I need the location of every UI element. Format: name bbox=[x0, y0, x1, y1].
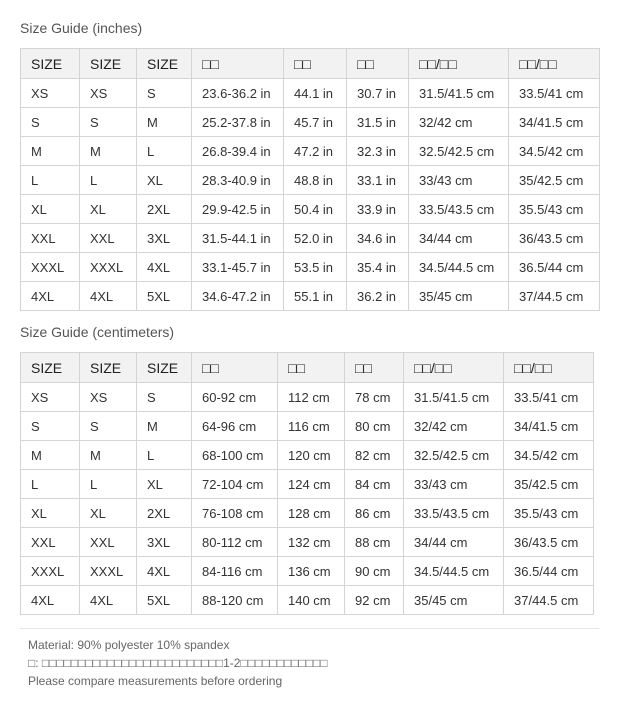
table-cell: 120 cm bbox=[278, 441, 345, 470]
table-cell: 33.5/41 cm bbox=[504, 383, 594, 412]
table-cell: 3XL bbox=[137, 528, 192, 557]
table-cell: 33.5/41 cm bbox=[509, 79, 600, 108]
table-body-centimeters bbox=[21, 383, 594, 615]
table-cell: 33.5/43.5 cm bbox=[404, 499, 504, 528]
table-cell: 31.5/41.5 cm bbox=[409, 79, 509, 108]
table-cell: 4XL bbox=[21, 586, 80, 615]
table-cell: 37/44.5 cm bbox=[504, 586, 594, 615]
table-cell: M bbox=[80, 137, 137, 166]
table-cell: M bbox=[137, 108, 192, 137]
table-cell: 3XL bbox=[137, 224, 192, 253]
table-cell: 32.3 in bbox=[347, 137, 409, 166]
table-row bbox=[21, 557, 594, 586]
table-cell: 25.2-37.8 in bbox=[192, 108, 284, 137]
table-cell: 34.5/44.5 cm bbox=[409, 253, 509, 282]
table-cell: 37/44.5 cm bbox=[509, 282, 600, 311]
table-cell: 4XL bbox=[21, 282, 80, 311]
table-cell: 4XL bbox=[80, 586, 137, 615]
table-cell: 34/44 cm bbox=[409, 224, 509, 253]
table-cell: 34.6-47.2 in bbox=[192, 282, 284, 311]
table-row bbox=[21, 253, 600, 282]
table-row bbox=[21, 441, 594, 470]
table-header-row bbox=[21, 49, 600, 79]
table-row bbox=[21, 528, 594, 557]
table-cell: 136 cm bbox=[278, 557, 345, 586]
table-row bbox=[21, 195, 600, 224]
table-cell: 80-112 cm bbox=[192, 528, 278, 557]
table-row bbox=[21, 224, 600, 253]
table-cell: 50.4 in bbox=[284, 195, 347, 224]
table-cell: 36.5/44 cm bbox=[504, 557, 594, 586]
table-cell: 31.5 in bbox=[347, 108, 409, 137]
table-cell: XS bbox=[21, 383, 80, 412]
table-cell: XL bbox=[80, 499, 137, 528]
table-cell: 78 cm bbox=[345, 383, 404, 412]
table-cell: 132 cm bbox=[278, 528, 345, 557]
size-guide-inches-title: Size Guide (inches) bbox=[20, 20, 143, 36]
table-cell: M bbox=[80, 441, 137, 470]
table-cell: L bbox=[80, 166, 137, 195]
header-cell: □□/□□ bbox=[404, 353, 504, 383]
table-cell: 76-108 cm bbox=[192, 499, 278, 528]
table-cell: XXL bbox=[80, 528, 137, 557]
table-cell: 72-104 cm bbox=[192, 470, 278, 499]
table-cell: XL bbox=[137, 166, 192, 195]
table-row bbox=[21, 412, 594, 441]
table-cell: 35/45 cm bbox=[404, 586, 504, 615]
table-cell: 35.5/43 cm bbox=[509, 195, 600, 224]
table-cell: 2XL bbox=[137, 499, 192, 528]
table-cell: 112 cm bbox=[278, 383, 345, 412]
table-cell: M bbox=[21, 137, 80, 166]
table-cell: 5XL bbox=[137, 282, 192, 311]
table-cell: 32.5/42.5 cm bbox=[404, 441, 504, 470]
header-cell: SIZE bbox=[137, 353, 192, 383]
table-cell: XXL bbox=[80, 224, 137, 253]
header-cell: SIZE bbox=[137, 49, 192, 79]
table-cell: L bbox=[21, 166, 80, 195]
table-cell: XXXL bbox=[21, 253, 80, 282]
table-header-row bbox=[21, 353, 594, 383]
table-cell: 47.2 in bbox=[284, 137, 347, 166]
table-cell: L bbox=[80, 470, 137, 499]
table-cell: 32/42 cm bbox=[409, 108, 509, 137]
table-cell: 34.5/42 cm bbox=[504, 441, 594, 470]
header-cell: □□ bbox=[192, 353, 278, 383]
table-cell: XL bbox=[21, 499, 80, 528]
table-row bbox=[21, 499, 594, 528]
table-cell: 34/41.5 cm bbox=[504, 412, 594, 441]
table-cell: XXL bbox=[21, 224, 80, 253]
table-row bbox=[21, 137, 600, 166]
table-cell: 124 cm bbox=[278, 470, 345, 499]
table-cell: 128 cm bbox=[278, 499, 345, 528]
table-cell: 26.8-39.4 in bbox=[192, 137, 284, 166]
table-cell: 34.6 in bbox=[347, 224, 409, 253]
table-cell: XL bbox=[21, 195, 80, 224]
table-cell: 140 cm bbox=[278, 586, 345, 615]
table-cell: M bbox=[137, 412, 192, 441]
table-cell: 35/45 cm bbox=[409, 282, 509, 311]
table-cell: XXXL bbox=[21, 557, 80, 586]
table-cell: 34/44 cm bbox=[404, 528, 504, 557]
table-cell: 88-120 cm bbox=[192, 586, 278, 615]
table-cell: 44.1 in bbox=[284, 79, 347, 108]
table-row bbox=[21, 79, 600, 108]
table-cell: 5XL bbox=[137, 586, 192, 615]
header-cell: □□ bbox=[347, 49, 409, 79]
table-cell: XL bbox=[80, 195, 137, 224]
table-cell: 36/43.5 cm bbox=[509, 224, 600, 253]
table-cell: XS bbox=[21, 79, 80, 108]
table-row bbox=[21, 166, 600, 195]
table-cell: L bbox=[21, 470, 80, 499]
header-cell: □□ bbox=[284, 49, 347, 79]
table-cell: 31.5/41.5 cm bbox=[404, 383, 504, 412]
table-cell: 34.5/42 cm bbox=[509, 137, 600, 166]
table-cell: 33/43 cm bbox=[409, 166, 509, 195]
table-cell: XXXL bbox=[80, 253, 137, 282]
table-cell: L bbox=[137, 137, 192, 166]
table-cell: 34/41.5 cm bbox=[509, 108, 600, 137]
header-cell: □□ bbox=[345, 353, 404, 383]
divider bbox=[20, 628, 599, 629]
table-cell: 90 cm bbox=[345, 557, 404, 586]
header-cell: SIZE bbox=[21, 353, 80, 383]
header-cell: □□ bbox=[192, 49, 284, 79]
tolerance-note: □: □□□□□□□□□□□□□□□□□□□□□□□□□1-2□□□□□□□□□□□□ bbox=[28, 656, 328, 670]
table-cell: 32.5/42.5 cm bbox=[409, 137, 509, 166]
table-cell: 35.5/43 cm bbox=[504, 499, 594, 528]
table-cell: S bbox=[137, 79, 192, 108]
table-cell: 30.7 in bbox=[347, 79, 409, 108]
header-cell: SIZE bbox=[80, 49, 137, 79]
table-cell: 4XL bbox=[137, 557, 192, 586]
header-cell: □□/□□ bbox=[504, 353, 594, 383]
table-row bbox=[21, 383, 594, 412]
table-cell: S bbox=[80, 108, 137, 137]
table-row bbox=[21, 586, 594, 615]
table-cell: 32/42 cm bbox=[404, 412, 504, 441]
table-cell: XS bbox=[80, 383, 137, 412]
table-body-inches bbox=[21, 79, 600, 311]
table-cell: XS bbox=[80, 79, 137, 108]
table-cell: 86 cm bbox=[345, 499, 404, 528]
table-cell: 116 cm bbox=[278, 412, 345, 441]
table-cell: M bbox=[21, 441, 80, 470]
table-row bbox=[21, 282, 600, 311]
table-cell: 55.1 in bbox=[284, 282, 347, 311]
table-row bbox=[21, 108, 600, 137]
table-cell: XL bbox=[137, 470, 192, 499]
table-cell: 84 cm bbox=[345, 470, 404, 499]
header-cell: □□ bbox=[278, 353, 345, 383]
table-cell: S bbox=[21, 412, 80, 441]
table-cell: 33.1-45.7 in bbox=[192, 253, 284, 282]
table-cell: 88 cm bbox=[345, 528, 404, 557]
table-cell: 92 cm bbox=[345, 586, 404, 615]
header-cell: □□/□□ bbox=[409, 49, 509, 79]
table-cell: 60-92 cm bbox=[192, 383, 278, 412]
table-cell: 53.5 in bbox=[284, 253, 347, 282]
table-cell: 4XL bbox=[80, 282, 137, 311]
table-cell: 36/43.5 cm bbox=[504, 528, 594, 557]
material-note: Material: 90% polyester 10% spandex bbox=[28, 638, 230, 652]
size-guide-centimeters-title: Size Guide (centimeters) bbox=[20, 324, 175, 340]
table-cell: 84-116 cm bbox=[192, 557, 278, 586]
header-cell: SIZE bbox=[80, 353, 137, 383]
table-row bbox=[21, 470, 594, 499]
table-cell: 48.8 in bbox=[284, 166, 347, 195]
table-cell: 52.0 in bbox=[284, 224, 347, 253]
table-cell: 64-96 cm bbox=[192, 412, 278, 441]
compare-note: Please compare measurements before ordering bbox=[28, 674, 283, 688]
table-cell: 34.5/44.5 cm bbox=[404, 557, 504, 586]
table-cell: XXL bbox=[21, 528, 80, 557]
table-cell: 36.2 in bbox=[347, 282, 409, 311]
size-table-inches bbox=[20, 48, 600, 311]
table-cell: S bbox=[137, 383, 192, 412]
table-cell: S bbox=[80, 412, 137, 441]
table-cell: 36.5/44 cm bbox=[509, 253, 600, 282]
table-cell: 23.6-36.2 in bbox=[192, 79, 284, 108]
table-cell: 45.7 in bbox=[284, 108, 347, 137]
table-cell: L bbox=[137, 441, 192, 470]
table-cell: 82 cm bbox=[345, 441, 404, 470]
header-cell: SIZE bbox=[21, 49, 80, 79]
header-cell: □□/□□ bbox=[509, 49, 600, 79]
table-cell: 29.9-42.5 in bbox=[192, 195, 284, 224]
table-cell: S bbox=[21, 108, 80, 137]
table-cell: 35/42.5 cm bbox=[509, 166, 600, 195]
table-cell: 33.5/43.5 cm bbox=[409, 195, 509, 224]
table-cell: 35/42.5 cm bbox=[504, 470, 594, 499]
table-cell: 68-100 cm bbox=[192, 441, 278, 470]
table-cell: XXXL bbox=[80, 557, 137, 586]
table-cell: 33.1 in bbox=[347, 166, 409, 195]
table-cell: 2XL bbox=[137, 195, 192, 224]
table-cell: 31.5-44.1 in bbox=[192, 224, 284, 253]
table-cell: 80 cm bbox=[345, 412, 404, 441]
size-table-centimeters bbox=[20, 352, 594, 615]
table-cell: 4XL bbox=[137, 253, 192, 282]
table-cell: 33/43 cm bbox=[404, 470, 504, 499]
table-cell: 33.9 in bbox=[347, 195, 409, 224]
table-cell: 35.4 in bbox=[347, 253, 409, 282]
table-cell: 28.3-40.9 in bbox=[192, 166, 284, 195]
